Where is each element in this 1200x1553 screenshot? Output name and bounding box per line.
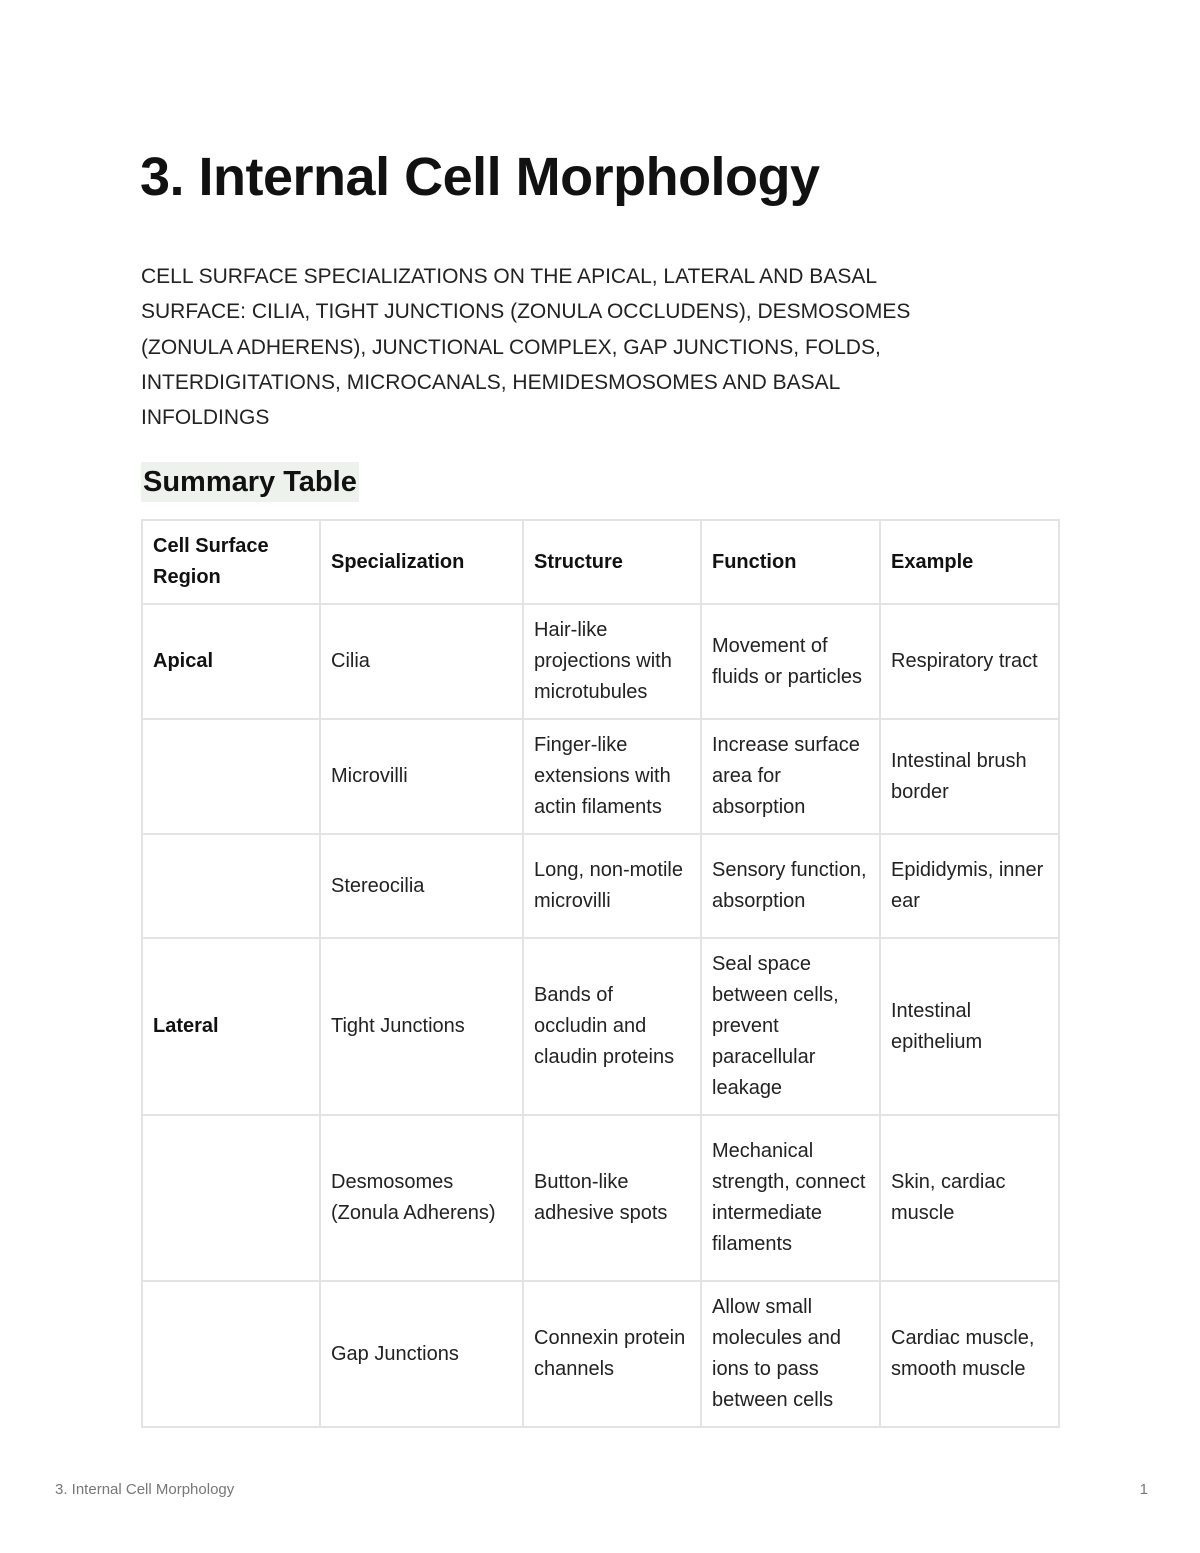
specialization-cell: Stereocilia bbox=[320, 834, 523, 938]
function-cell: Seal space between cells, prevent paracellular leakage bbox=[701, 938, 880, 1115]
function-cell: Increase surface area for absorption bbox=[701, 719, 880, 834]
region-cell bbox=[142, 1281, 320, 1427]
region-cell bbox=[142, 1115, 320, 1281]
function-cell: Mechanical strength, connect intermediate filaments bbox=[701, 1115, 880, 1281]
specialization-cell: Cilia bbox=[320, 604, 523, 719]
table-row bbox=[142, 719, 1059, 834]
example-cell: Respiratory tract bbox=[880, 604, 1059, 719]
structure-cell: Bands of occludin and claudin proteins bbox=[523, 938, 701, 1115]
intro-paragraph: CELL SURFACE SPECIALIZATIONS ON THE APICAL, LATERAL AND BASAL SURFACE: CILIA, TIGHT JUNCTIONS (ZONULA OCCLUDENS), DESMOSOMES (ZONULA ADHERENS), JUNCTIONAL COMPLEX, GAP JUNCTIONS, FOLDS, INTERDIGITATIONS, MICROCANALS, HEMIDESMOSOMES AND BASAL INFOLDINGS bbox=[141, 265, 911, 430]
example-cell: Intestinal brush border bbox=[880, 719, 1059, 834]
example-cell: Intestinal epithelium bbox=[880, 938, 1059, 1115]
summary-table bbox=[141, 519, 1060, 1428]
table-row bbox=[142, 834, 1059, 938]
specialization-cell: Microvilli bbox=[320, 719, 523, 834]
header-cell-specialization: Specialization bbox=[320, 520, 523, 604]
table-row bbox=[142, 604, 1059, 719]
footer-document-title: 3. Internal Cell Morphology bbox=[55, 1481, 235, 1498]
specialization-cell: Desmosomes (Zonula Adherens) bbox=[320, 1115, 523, 1281]
header-cell-region: Cell Surface Region bbox=[142, 520, 320, 604]
example-cell: Epididymis, inner ear bbox=[880, 834, 1059, 938]
example-cell: Cardiac muscle, smooth muscle bbox=[880, 1281, 1059, 1427]
function-cell: Allow small molecules and ions to pass between cells bbox=[701, 1281, 880, 1427]
table-row bbox=[142, 1115, 1059, 1281]
table-row bbox=[142, 938, 1059, 1115]
region-cell: Lateral bbox=[142, 938, 320, 1115]
structure-cell: Hair-like projections with microtubules bbox=[523, 604, 701, 719]
structure-cell: Long, non-motile microvilli bbox=[523, 834, 701, 938]
region-cell bbox=[142, 834, 320, 938]
structure-cell: Finger-like extensions with actin filaments bbox=[523, 719, 701, 834]
header-cell-function: Function bbox=[701, 520, 880, 604]
region-cell bbox=[142, 719, 320, 834]
header-cell-example: Example bbox=[880, 520, 1059, 604]
summary-table-heading: Summary Table bbox=[141, 462, 359, 502]
function-cell: Movement of fluids or particles bbox=[701, 604, 880, 719]
header-cell-structure: Structure bbox=[523, 520, 701, 604]
example-cell: Skin, cardiac muscle bbox=[880, 1115, 1059, 1281]
region-cell: Apical bbox=[142, 604, 320, 719]
table-header-row bbox=[142, 520, 1059, 604]
table-row bbox=[142, 1281, 1059, 1427]
footer-page-number: 1 bbox=[1139, 1481, 1148, 1498]
specialization-cell: Tight Junctions bbox=[320, 938, 523, 1115]
page-title: 3. Internal Cell Morphology bbox=[140, 147, 820, 207]
specialization-cell: Gap Junctions bbox=[320, 1281, 523, 1427]
structure-cell: Button-like adhesive spots bbox=[523, 1115, 701, 1281]
structure-cell: Connexin protein channels bbox=[523, 1281, 701, 1427]
function-cell: Sensory function, absorption bbox=[701, 834, 880, 938]
